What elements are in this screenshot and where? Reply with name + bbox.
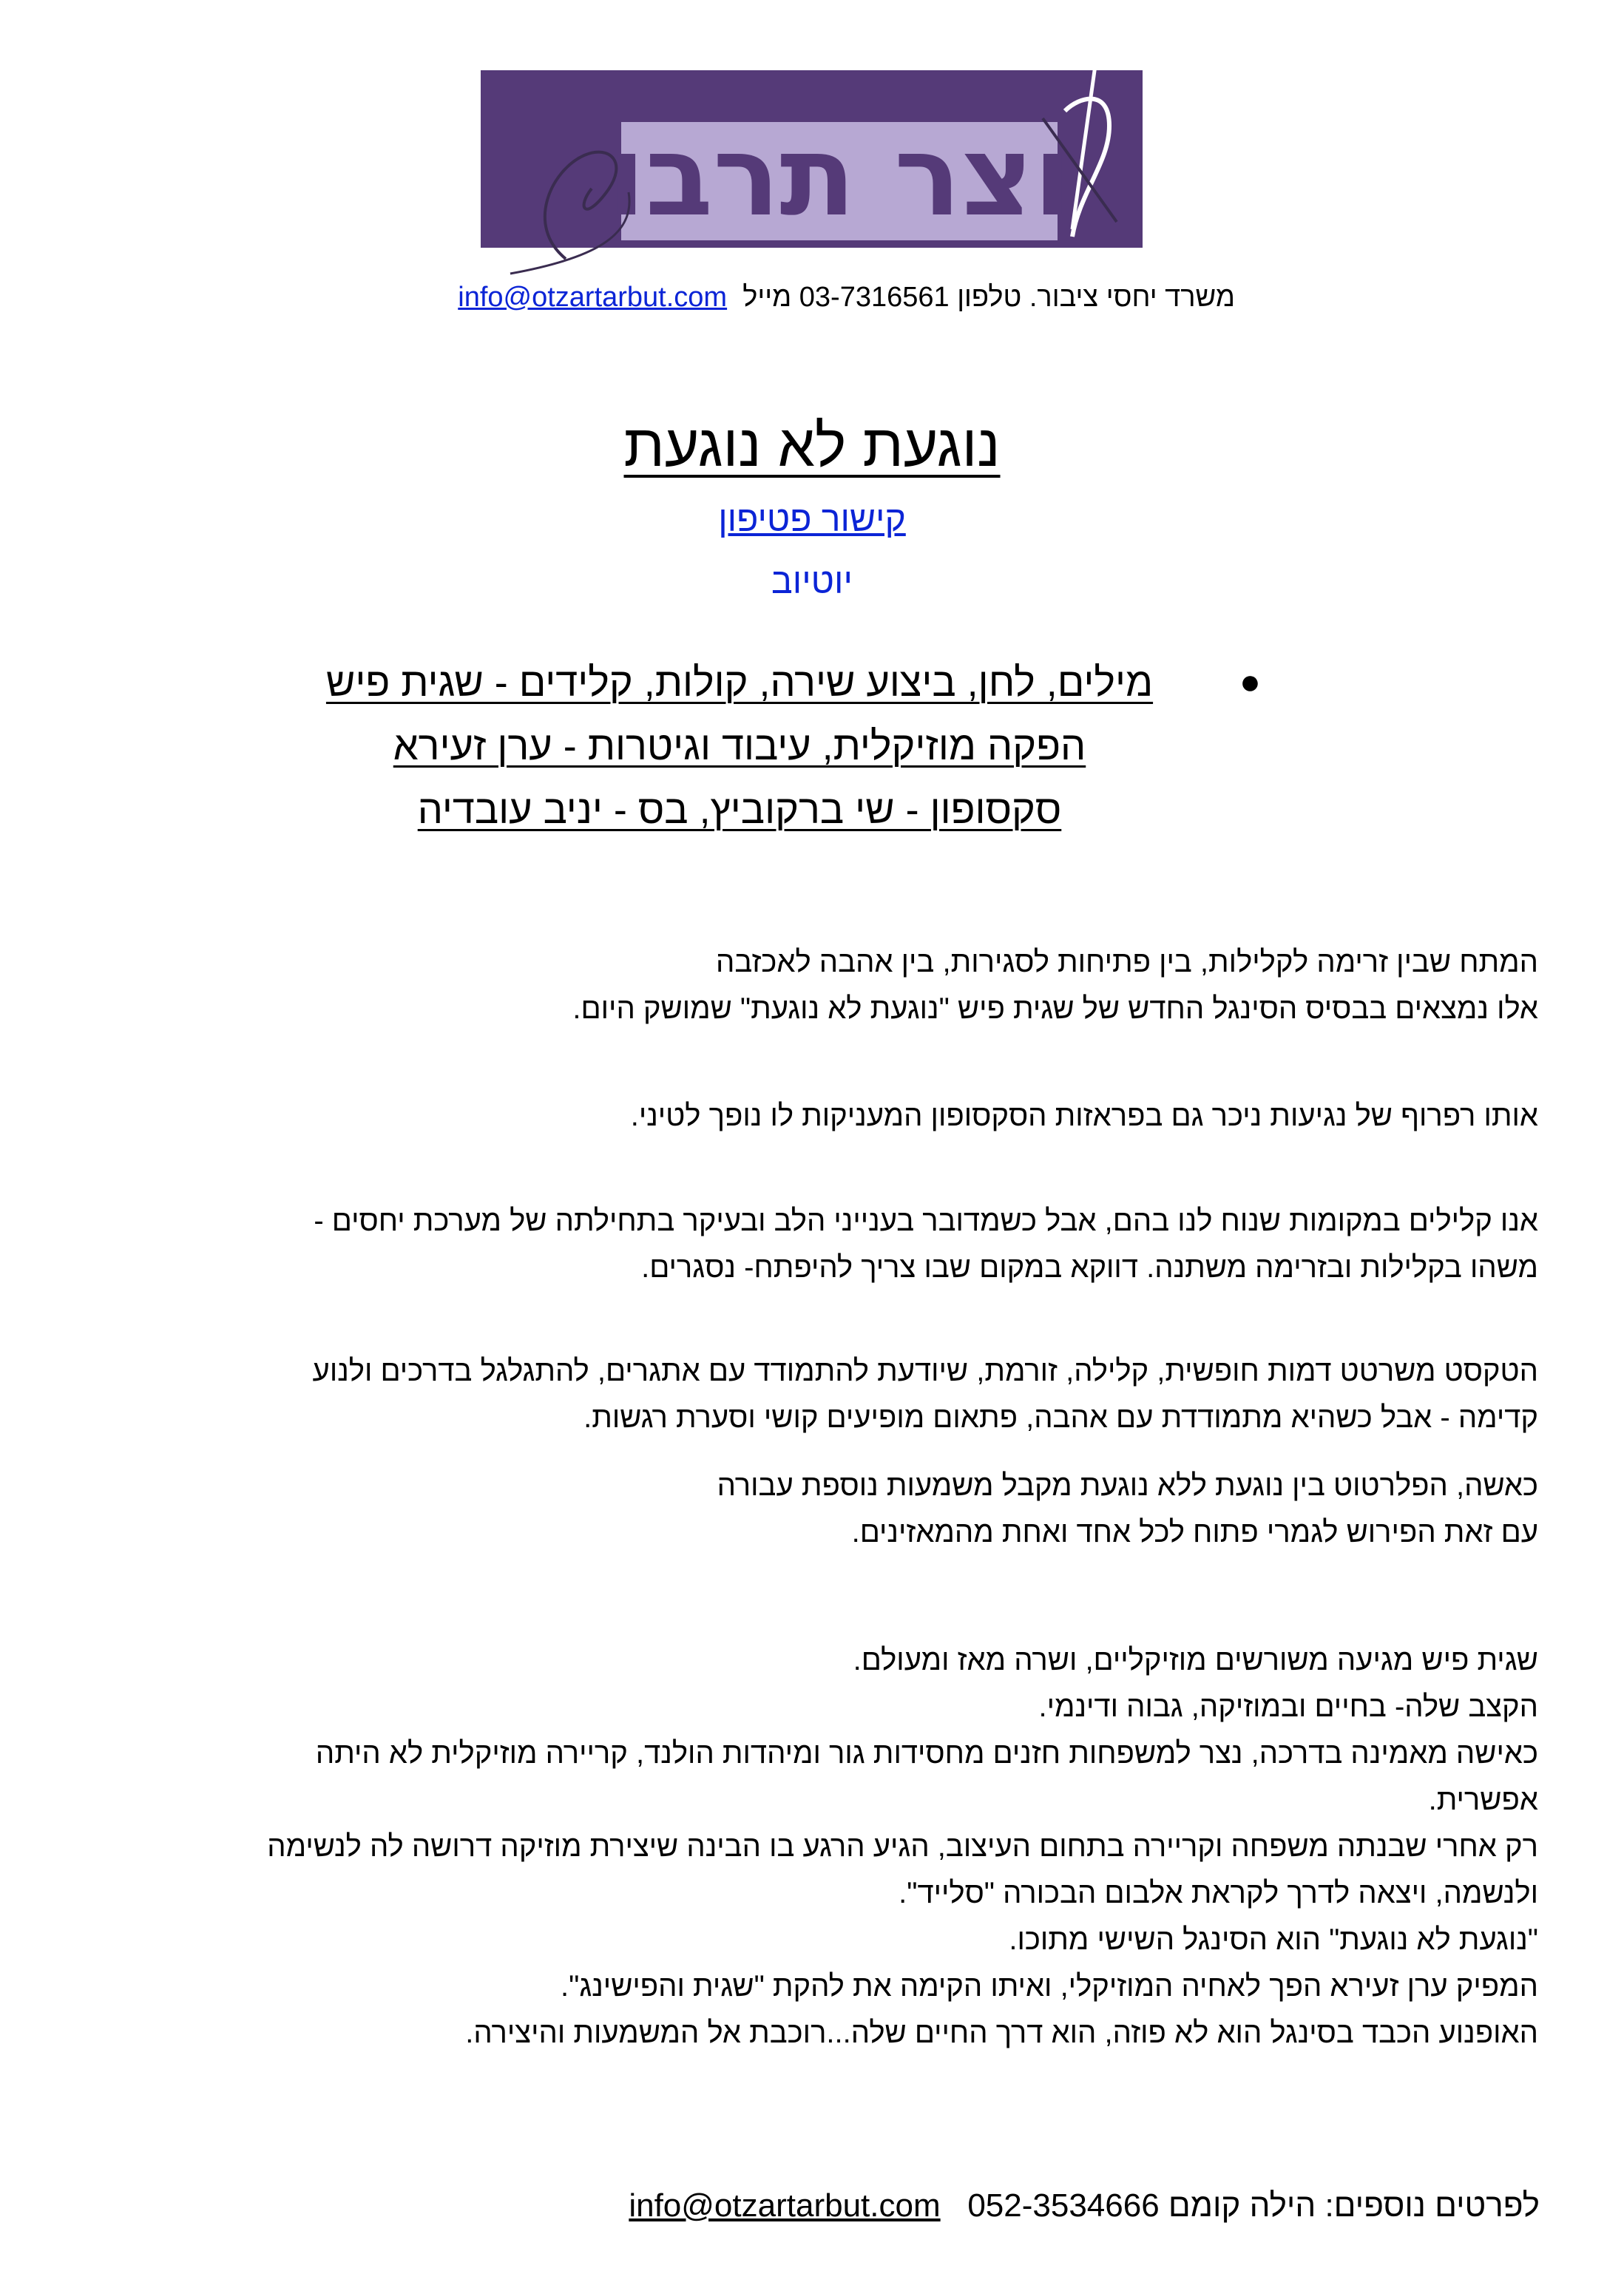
office-label: משרד יחסי ציבור. <box>1029 282 1235 313</box>
paragraph-line: משהו בקלילות ובזרימה משתנה. דווקא במקום שבו צריך להיפתח- נסגרים. <box>641 1251 1538 1284</box>
credit-line: מילים, לחן, ביצוע שירה, קולות, קלידים - שגית פיש <box>325 660 1154 705</box>
paragraph-flirt <box>44 1463 1538 1556</box>
credit-line: סקסופון - שי ברקוביץ, בס - יניב עובדיה <box>417 788 1062 832</box>
office-email-link[interactable]: info@otzartarbut.com <box>458 282 728 313</box>
paragraph-line: אותו רפרוף של נגיעות ניכר גם בפראזות הסקסופון המעניקות לו נופך לטיני. <box>630 1100 1538 1132</box>
page-title: נוגעת לא נוגעת <box>623 413 1001 478</box>
paragraph-lightness <box>44 1198 1538 1291</box>
youtube-link-row <box>0 556 1624 608</box>
paragraph-line: קדימה - אבל כשהיא מתמודדת עם אהבה, פתאום מופיעים קושי וסערת רגשות. <box>583 1401 1538 1434</box>
paragraph-line: המתח שבין זרימה לקלילות, בין פתיחות לסגירות, בין אהבה לאכזבה <box>715 946 1538 978</box>
paragraph-line: האופנוע הכבד בסינגל הוא לא פוזה, הוא דרך החיים שלה...רוכבת אל המשמעות והיצירה. <box>465 2017 1538 2049</box>
paragraph-saxophone <box>44 1093 1538 1140</box>
paragraph-text-character <box>44 1348 1538 1441</box>
paragraph-line: הטקסט משרטט דמות חופשית, קלילה, זורמת, שיודעת להתמודד עם אתגרים, להתגלגל בדרכים ולנוע <box>312 1355 1538 1387</box>
credit-line: הפקה מוזיקלית, עיבוד וגיטרות - ערן זעירא <box>393 724 1086 768</box>
logo <box>481 44 1146 281</box>
stream-link[interactable]: קישור פטיפון <box>718 500 906 539</box>
paragraph-line: "נוגעת לא נוגעת" הוא הסינגל השישי מתוכו. <box>1009 1923 1538 1956</box>
mail-label: מייל <box>742 282 792 313</box>
footer-contact <box>0 2182 1540 2230</box>
paragraph-line: עם זאת הפירוש לגמרי פתוח לכל אחד ואחת מהמאזינים. <box>851 1516 1538 1549</box>
youtube-link[interactable]: יוטיוב <box>771 562 853 601</box>
paragraph-line: כאישה מאמינה בדרכה, נצר למשפחות חזנים מחסידות גור ומיהדות הולנד, קריירה מוזיקלית לא היתה <box>315 1737 1538 1770</box>
phone-label: טלפון <box>957 282 1022 313</box>
paragraph-line: אנו קלילים במקומות שנוח לנו בהם, אבל כשמדובר בענייני הלב ובעיקר בתחילתה של מערכת יחסים - <box>314 1205 1538 1237</box>
footer-label: לפרטים נוספים: <box>1324 2187 1540 2224</box>
footer-email[interactable]: info@otzartarbut.com <box>629 2187 941 2224</box>
otzar-tarbut-logo-graphic <box>481 44 1146 281</box>
footer-phone: 052-3534666 <box>967 2187 1160 2224</box>
paragraph-line: הקצב שלה- בחיים ובמוזיקה, גבוה ודינמי. <box>1038 1690 1538 1723</box>
paragraph-line: שגית פיש מגיעה משורשים מוזיקליים, ושרה מאז ומעולם. <box>853 1644 1538 1676</box>
paragraph-line: אפשרית. <box>1428 1784 1538 1816</box>
stream-link-row <box>0 494 1624 546</box>
logo-text: וצר תרבו <box>607 112 1072 241</box>
paragraph-line: ולנשמה, ויצאה לדרך לקראת אלבום הבכורה "סלייד". <box>899 1877 1538 1909</box>
credits-list <box>222 651 1257 842</box>
paragraph-line: רק אחרי שבנתה משפחה וקריירה בתחום העיצוב, הגיע הרגע בו הבינה שיצירת מוזיקה דרושה לה לנשימה <box>267 1830 1538 1863</box>
paragraph-line: כאשה, הפלרטוט בין נוגעת ללא נוגעת מקבל משמעות נוספת עבורה <box>717 1469 1538 1502</box>
paragraph-line: אלו נמצאים בבסיס הסינגל החדש של שגית פיש "נוגעת לא נוגעת" שמושק היום. <box>572 992 1538 1025</box>
paragraph-line: המפיק ערן זעירא הפך לאחיה המוזיקלי, ואיתו הקימה את להקת "שגית והפישינג". <box>561 1970 1538 2003</box>
footer-name: הילה קומם <box>1168 2187 1316 2224</box>
contact-line <box>0 275 1235 319</box>
paragraph-artist-bio <box>44 1637 1538 2057</box>
office-phone: 03-7316561 <box>799 282 950 313</box>
bullet-icon: ● <box>1239 663 1261 702</box>
paragraph-intro <box>44 939 1538 1032</box>
